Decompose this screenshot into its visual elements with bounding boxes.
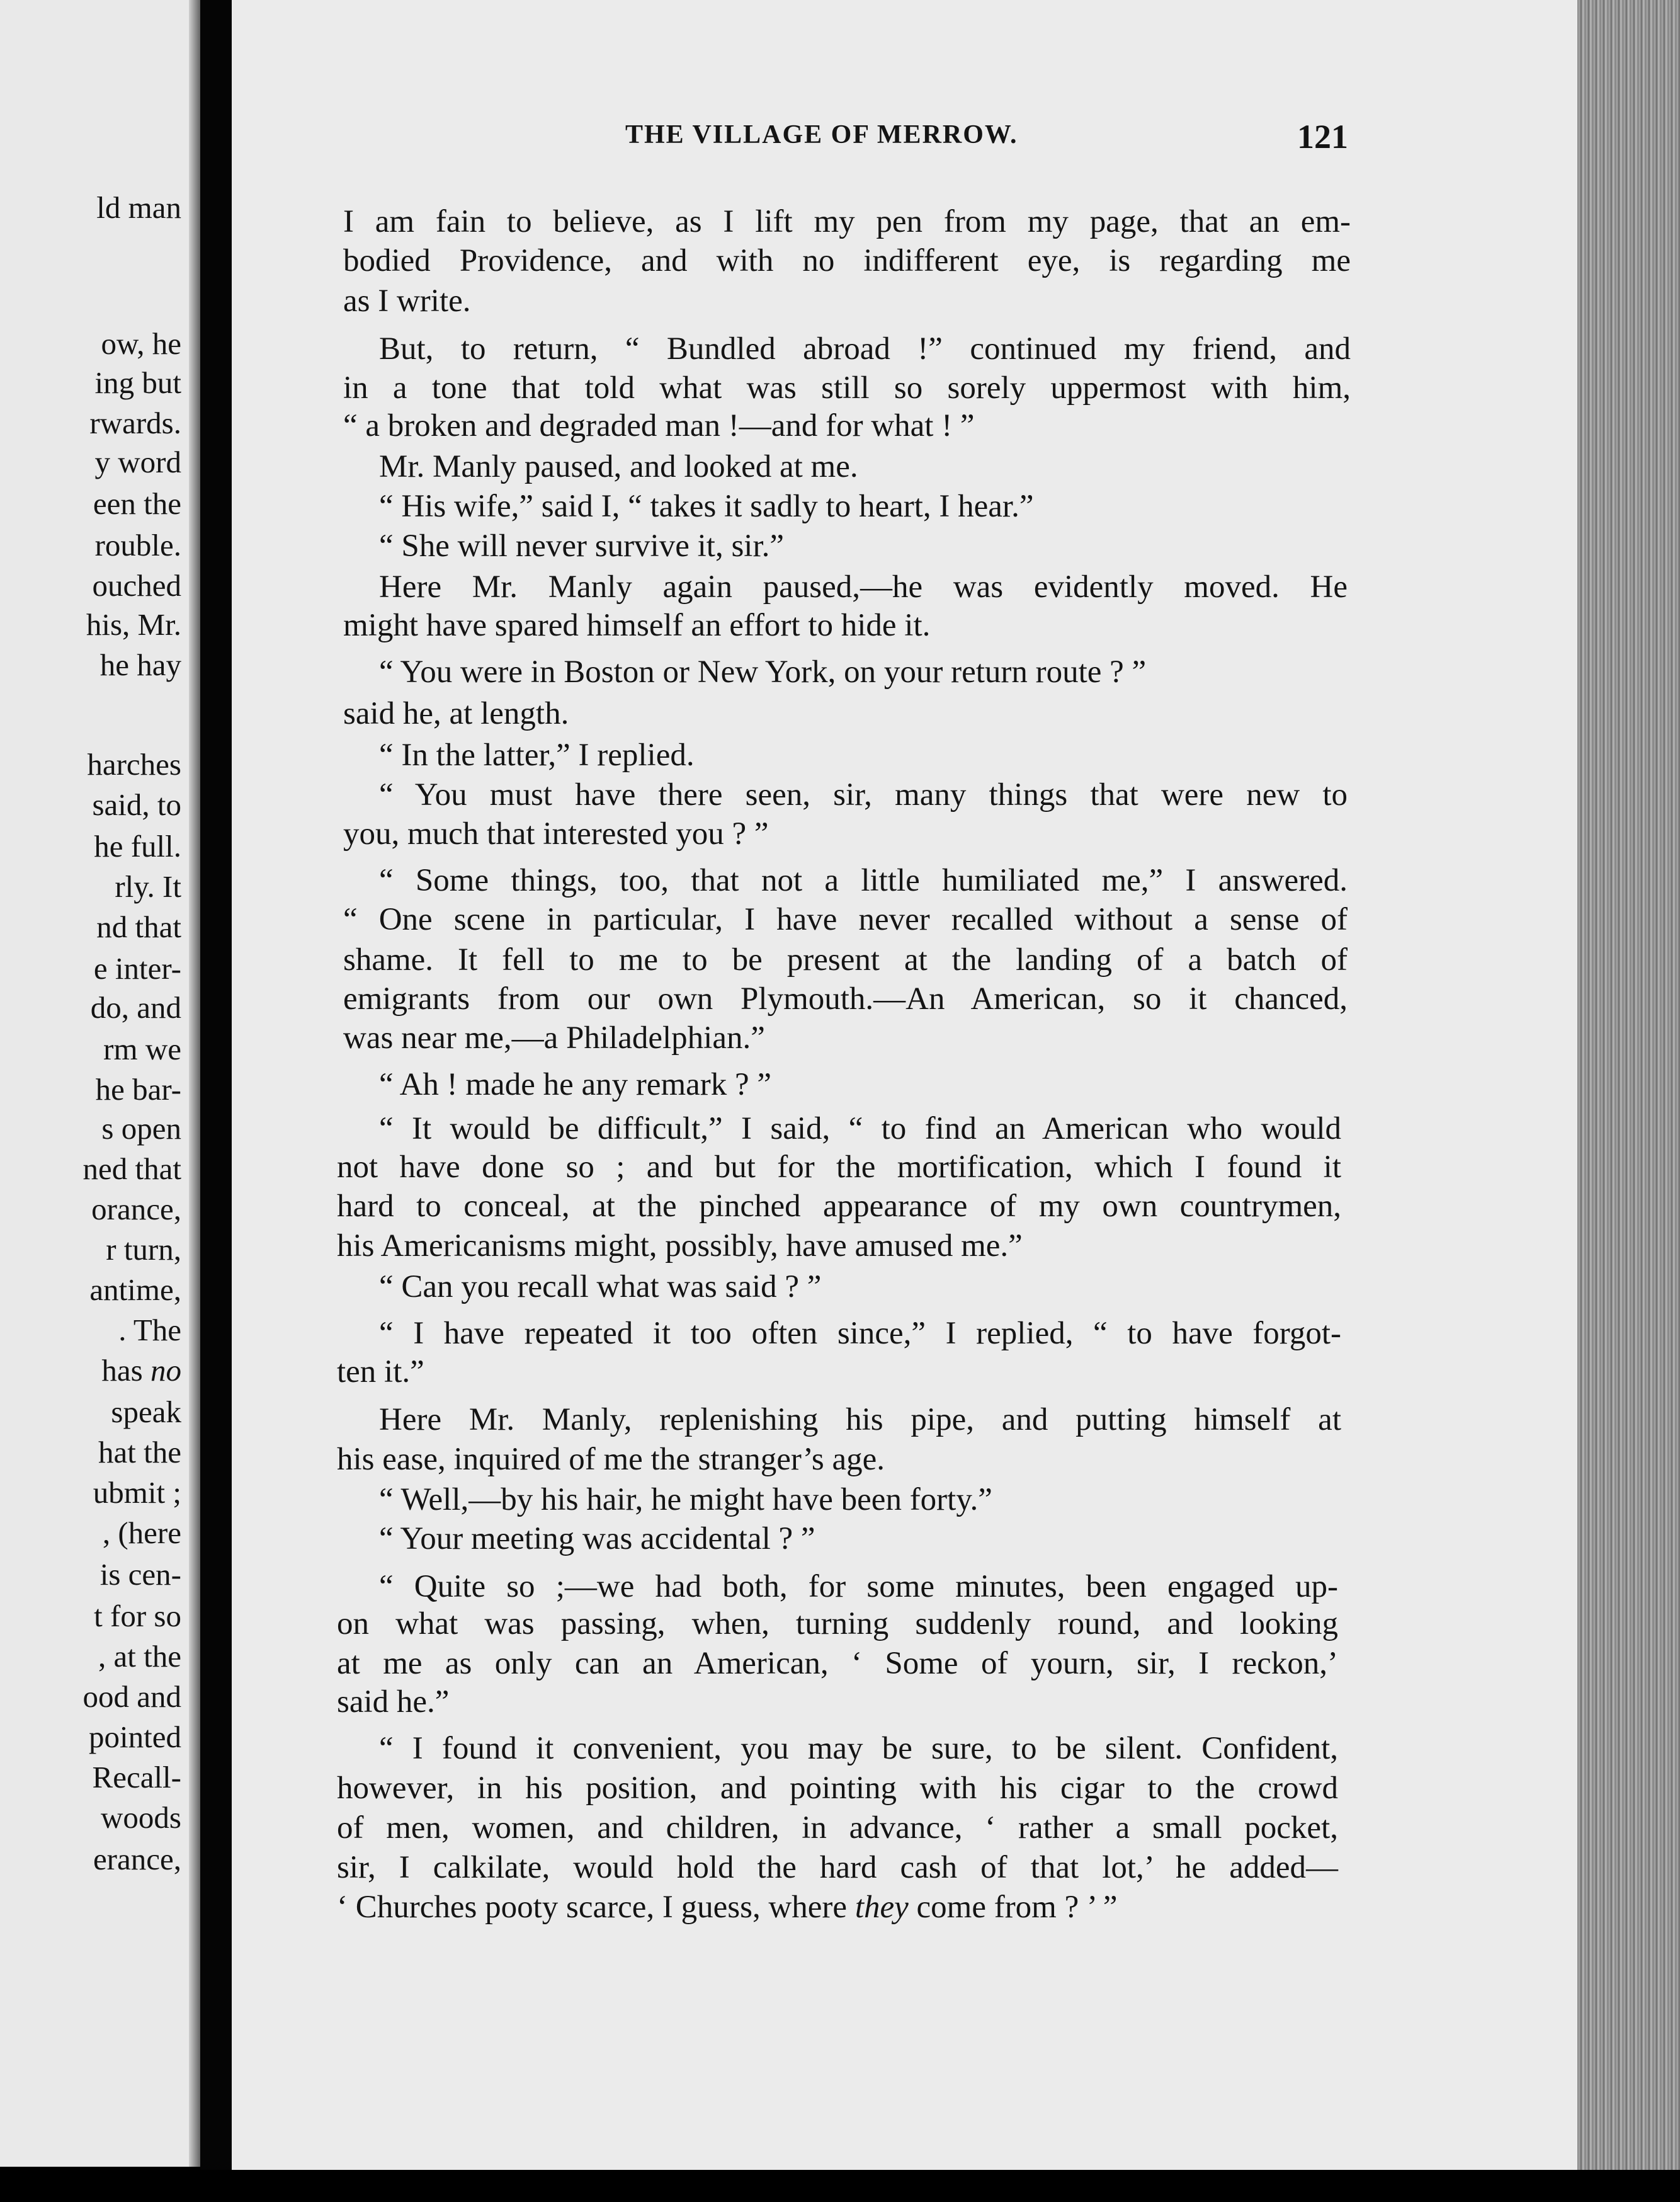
text-line: “ I found it convenient, you may be sure, to be silent. Confident, (379, 1731, 1338, 1766)
previous-page-line-fragment: he full. (94, 829, 181, 864)
previous-page-line-fragment: said, to (92, 787, 181, 822)
text-line: said he, at length. (343, 696, 569, 731)
previous-page-line-fragment: ow, he (101, 326, 181, 361)
text-line: I am fain to believe, as I lift my pen from my page, that an em- (343, 204, 1351, 239)
text-line: at me as only can an American, ‘ Some of yourn, sir, I reckon,’ (337, 1646, 1338, 1681)
text-line: “ She will never survive it, sir.” (379, 528, 785, 564)
previous-page-line-fragment: hat the (98, 1435, 181, 1469)
previous-page-line-fragment: ouched (92, 568, 181, 603)
text-line: “ His wife,” said I, “ takes it sadly to heart, I hear.” (379, 489, 1034, 524)
previous-page-line-fragment: , (here (102, 1515, 181, 1550)
page-edges (1577, 0, 1680, 2179)
text-line: “ You were in Boston or New York, on your return route ? ” (379, 654, 1147, 690)
text-line: Mr. Manly paused, and looked at me. (379, 449, 858, 484)
previous-page-line-fragment: rly. It (115, 869, 181, 904)
text-line: “ Quite so ;—we had both, for some minutes, been engaged up- (379, 1569, 1338, 1604)
previous-page-line-fragment: een the (93, 486, 181, 521)
previous-page-line-fragment: rwards. (89, 406, 181, 440)
previous-page-line-fragment: ned that (82, 1151, 181, 1186)
previous-page-line-fragment: he bar- (95, 1072, 181, 1107)
text-line: “ In the latter,” I replied. (379, 738, 695, 773)
previous-page-line-fragment: r turn, (106, 1232, 181, 1267)
text-line: as I write. (343, 283, 471, 319)
previous-page-line-fragment: is cen- (99, 1557, 181, 1592)
book-spine (200, 0, 233, 2202)
text-line: was near me,—a Philadelphian.” (343, 1020, 765, 1056)
text-line: “ Well,—by his hair, he might have been forty.” (379, 1482, 992, 1517)
previous-page-line-fragment: woods (101, 1800, 181, 1835)
text-line: “ Some things, too, that not a little humiliated me,” I answered. (379, 863, 1348, 898)
text-line: said he.” (337, 1684, 450, 1720)
previous-page-line-fragment: antime, (89, 1272, 181, 1307)
previous-page-line-fragment: ood and (82, 1679, 181, 1714)
emphasized-word: they (854, 1890, 909, 1925)
text-line: in a tone that told what was still so sorely uppermost with him, (343, 370, 1351, 406)
previous-page-line-fragment: y word (94, 445, 181, 479)
text-line: Here Mr. Manly, replenishing his pipe, and putting himself at (379, 1402, 1341, 1437)
text-line: sir, I calkilate, would hold the hard cash of that lot,’ he added— (337, 1850, 1338, 1885)
previous-page-line-fragment: s open (101, 1111, 181, 1146)
text-line: his Americanisms might, possibly, have amused me.” (337, 1228, 1023, 1264)
text-line: Here Mr. Manly again paused,—he was evidently moved. He (379, 569, 1348, 605)
text-line: bodied Providence, and with no indifferent eye, is regarding me (343, 243, 1351, 278)
text-line: But, to return, “ Bundled abroad !” continued my friend, and (379, 331, 1351, 367)
page-number: 121 (1297, 118, 1348, 156)
text-line: not have done so ; and but for the mortification, which I found it (337, 1149, 1341, 1185)
text-line: “ Can you recall what was said ? ” (379, 1269, 822, 1304)
text-line: “ a broken and degraded man !—and for what ! ” (343, 408, 975, 443)
text-line: “ Ah ! made he any remark ? ” (379, 1067, 772, 1102)
previous-page-line-fragment: nd that (96, 910, 181, 944)
previous-page-line-fragment: has no (101, 1353, 181, 1388)
text-line: emigrants from our own Plymouth.—An American, so it chanced, (343, 981, 1348, 1017)
previous-page-line-fragment: Recall- (92, 1760, 181, 1794)
scan-border (0, 2170, 1680, 2202)
text-line: shame. It fell to me to be present at the landing of a batch of (343, 942, 1348, 978)
text-line: might have spared himself an effort to hide it. (343, 608, 931, 643)
text-line: of men, women, and children, in advance, ‘ rather a small pocket, (337, 1810, 1338, 1845)
previous-page-line-fragment: harches (87, 747, 181, 782)
previous-page-line-fragment: orance, (91, 1192, 181, 1226)
text-line: “ I have repeated it too often since,” I replied, “ to have forgot- (379, 1316, 1341, 1351)
previous-page-line-fragment: do, and (90, 990, 181, 1025)
text-line: ten it.” (337, 1354, 424, 1389)
previous-page-line-fragment: , at the (98, 1639, 181, 1674)
running-head: THE VILLAGE OF MERROW. (625, 120, 1018, 149)
text-line: “ You must have there seen, sir, many things that were new to (379, 777, 1348, 813)
previous-page-line-fragment: ing but (94, 365, 181, 400)
text-line: on what was passing, when, turning suddenly round, and looking (337, 1606, 1338, 1641)
previous-page-line-fragment: speak (111, 1395, 181, 1429)
text-line: hard to conceal, at the pinched appearance of my own countrymen, (337, 1189, 1341, 1224)
previous-page (0, 0, 198, 2167)
previous-page-line-fragment: erance, (93, 1842, 181, 1876)
previous-page-line-fragment: e inter- (93, 951, 181, 986)
previous-page-line-fragment: ubmit ; (93, 1475, 181, 1510)
previous-page-line-fragment: rouble. (94, 528, 181, 562)
text-line: ‘ Churches pooty scarce, I guess, where they come from ? ’ ” (337, 1890, 1118, 1925)
previous-page-line-fragment: . The (118, 1313, 181, 1347)
text-line: “ It would be difficult,” I said, “ to find an American who would (379, 1111, 1341, 1146)
text-line: however, in his position, and pointing with his cigar to the crowd (337, 1771, 1338, 1806)
text-line: “ Your meeting was accidental ? ” (379, 1521, 815, 1556)
previous-page-line-fragment: pointed (89, 1720, 181, 1754)
previous-page-line-fragment: his, Mr. (86, 607, 181, 642)
previous-page-line-fragment: rm we (103, 1032, 181, 1066)
previous-page-line-fragment: ld man (96, 190, 181, 225)
previous-page-line-fragment: he hay (99, 647, 181, 682)
emphasized-word: no (150, 1353, 181, 1388)
previous-page-line-fragment: t for so (94, 1599, 181, 1633)
text-line: “ One scene in particular, I have never recalled without a sense of (343, 902, 1348, 937)
text-line: you, much that interested you ? ” (343, 816, 769, 852)
text-line: his ease, inquired of me the stranger’s age. (337, 1442, 885, 1477)
